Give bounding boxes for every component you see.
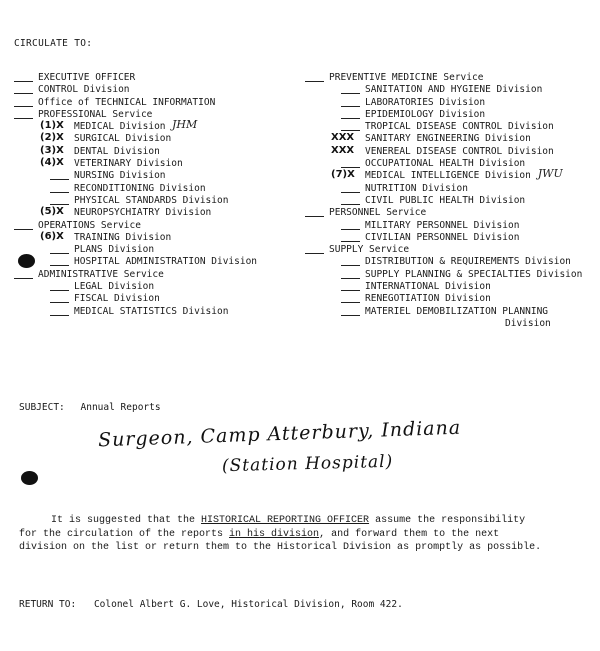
division-label: DISTRIBUTION & REQUIREMENTS Division [365, 256, 571, 268]
checkbox-blank-line [341, 278, 360, 279]
list-item [305, 72, 600, 84]
checkbox-blank-line [341, 167, 360, 168]
checkbox-blank-line [50, 179, 69, 180]
checkbox-blank-line [14, 106, 33, 107]
list-item [14, 170, 304, 182]
division-label: RENEGOTIATION Division [365, 293, 491, 305]
list-item [305, 269, 600, 281]
instructions-paragraph [19, 514, 589, 555]
division-label: Division [505, 317, 551, 329]
list-item [14, 281, 304, 293]
subject-line [19, 402, 161, 414]
division-label: NUTRITION Division [365, 182, 468, 194]
check-mark: (3)X [40, 144, 64, 156]
list-item [14, 293, 304, 305]
list-item [305, 84, 600, 96]
division-label: HOSPITAL ADMINISTRATION Division [74, 256, 258, 268]
division-label: MATERIEL DEMOBILIZATION PLANNING [365, 305, 549, 317]
checkbox-blank-line [341, 229, 360, 230]
punch-hole [18, 254, 35, 268]
list-item [14, 269, 304, 281]
list-item [14, 183, 304, 195]
para-text: division on the list or return them to the Historical Division as promptly as possible. [19, 542, 542, 553]
list-item [305, 281, 600, 293]
division-label: ADMINISTRATIVE Service [38, 268, 164, 280]
list-item [305, 167, 600, 182]
checkbox-blank-line [305, 253, 324, 254]
checkbox-blank-line [14, 118, 33, 119]
list-item [305, 318, 600, 330]
checkbox-blank-line [341, 315, 360, 316]
division-label: NURSING Division [74, 170, 166, 182]
punch-hole [21, 471, 38, 485]
handwritten-recipient: Surgeon, Camp Atterbury, Indiana [97, 416, 462, 452]
para-text: for the circulation of the reports [19, 528, 230, 540]
check-mark: (1)X [40, 120, 64, 132]
list-item [14, 306, 304, 318]
list-item [305, 109, 600, 121]
checkbox-blank-line [341, 106, 360, 107]
division-label: OPERATIONS Service [38, 219, 141, 231]
division-label: SUPPLY PLANNING & SPECIALTIES Division [365, 268, 583, 280]
check-mark: (7)X [331, 169, 355, 181]
check-mark: (4)X [40, 157, 64, 169]
division-label: SUPPLY Service [329, 244, 410, 256]
list-item [14, 158, 304, 170]
division-label: CIVILIAN PERSONNEL Division [365, 231, 520, 243]
division-label: PROFESSIONAL Service [38, 108, 153, 120]
right-distribution-list [305, 72, 600, 330]
return-to-line [19, 599, 403, 611]
circulate-to-heading: CIRCULATE TO: [14, 38, 93, 49]
division-label: MEDICAL STATISTICS Division [74, 305, 229, 317]
division-label: PREVENTIVE MEDICINE Service [329, 72, 484, 83]
list-item [14, 256, 304, 268]
check-mark: (5)X [40, 206, 64, 218]
division-label: VENEREAL DISEASE CONTROL Division [365, 145, 554, 157]
in-his-division: in his division [229, 528, 320, 540]
division-label: MEDICAL Division [74, 121, 166, 133]
checkbox-blank-line [341, 130, 360, 131]
para-text: assume the responsibility [369, 515, 526, 526]
list-item [305, 232, 600, 244]
checkbox-blank-line [50, 253, 69, 254]
division-label: NEUROPSYCHIATRY Division [74, 207, 212, 219]
division-label: MEDICAL INTELLIGENCE Division [365, 170, 531, 182]
para-text: , and forward them to the next [319, 528, 500, 540]
list-item [14, 97, 304, 109]
checkbox-blank-line [50, 302, 69, 303]
list-item [305, 306, 600, 318]
list-item [14, 72, 304, 84]
division-label: MILITARY PERSONNEL Division [365, 219, 520, 231]
checkbox-blank-line [50, 290, 69, 291]
checkbox-blank-line [341, 93, 360, 94]
list-item [14, 84, 304, 96]
division-label: EPIDEMIOLOGY Division [365, 108, 486, 120]
division-label: VETERINARY Division [74, 158, 183, 170]
division-label: PERSONNEL Service [329, 207, 427, 219]
division-label: TRAINING Division [74, 231, 172, 243]
handwritten-initials: JWU [537, 167, 563, 181]
division-label: FISCAL Division [74, 293, 160, 305]
division-label: EXECUTIVE OFFICER [38, 72, 136, 83]
checkbox-blank-line [50, 315, 69, 316]
division-label: INTERNATIONAL Division [365, 281, 491, 293]
division-label: TROPICAL DISEASE CONTROL Division [365, 121, 554, 133]
division-label: CIVIL PUBLIC HEALTH Division [365, 194, 526, 206]
list-item [14, 232, 304, 244]
subject-label: SUBJECT: [19, 402, 65, 413]
division-label: DENTAL Division [74, 145, 160, 157]
checkbox-blank-line [341, 204, 360, 205]
checkbox-blank-line [341, 118, 360, 119]
checkbox-blank-line [305, 81, 324, 82]
checkbox-blank-line [50, 265, 69, 266]
list-item [305, 97, 600, 109]
list-item [305, 195, 600, 207]
historical-reporting-officer: HISTORICAL REPORTING OFFICER [201, 515, 370, 526]
return-label: RETURN TO: [19, 599, 77, 610]
checkbox-blank-line [14, 229, 33, 230]
check-mark: XXX [331, 144, 355, 156]
check-mark: (2)X [40, 132, 64, 144]
checkbox-blank-line [50, 192, 69, 193]
division-label: PHYSICAL STANDARDS Division [74, 194, 229, 206]
list-item [305, 220, 600, 232]
division-label: SANITATION AND HYGIENE Division [365, 84, 543, 96]
handwritten-initials: JHM [172, 118, 198, 132]
para-text: It is suggested that the [51, 515, 202, 526]
checkbox-blank-line [14, 81, 33, 82]
division-label: CONTROL Division [38, 84, 130, 96]
division-label: LEGAL Division [74, 281, 155, 293]
list-item [305, 183, 600, 195]
checkbox-blank-line [341, 290, 360, 291]
division-label: SURGICAL Division [74, 133, 172, 145]
checkbox-blank-line [341, 265, 360, 266]
check-mark: (6)X [40, 230, 64, 242]
list-item [305, 146, 600, 158]
division-label: RECONDITIONING Division [74, 182, 206, 194]
division-label: Office of TECHNICAL INFORMATION [38, 96, 216, 108]
checkbox-blank-line [341, 241, 360, 242]
division-label: PLANS Division [74, 244, 155, 256]
list-item [305, 207, 600, 219]
division-label: SANITARY ENGINEERING Division [365, 133, 531, 145]
return-value: Colonel Albert G. Love, Historical Division, Room 422. [93, 599, 403, 610]
check-mark: XXX [331, 132, 355, 144]
list-item [14, 207, 304, 219]
list-item [305, 256, 600, 268]
list-item [305, 244, 600, 256]
checkbox-blank-line [14, 93, 33, 94]
subject-value: Annual Reports [80, 402, 161, 413]
checkbox-blank-line [341, 192, 360, 193]
list-item [14, 244, 304, 256]
division-label: OCCUPATIONAL HEALTH Division [365, 158, 526, 170]
left-distribution-list [14, 72, 304, 318]
checkbox-blank-line [14, 278, 33, 279]
checkbox-blank-line [341, 302, 360, 303]
checkbox-blank-line [305, 216, 324, 217]
checkbox-blank-line [50, 204, 69, 205]
handwritten-recipient-note: (Station Hospital) [221, 451, 394, 477]
division-label: LABORATORIES Division [365, 96, 486, 108]
list-item [305, 293, 600, 305]
